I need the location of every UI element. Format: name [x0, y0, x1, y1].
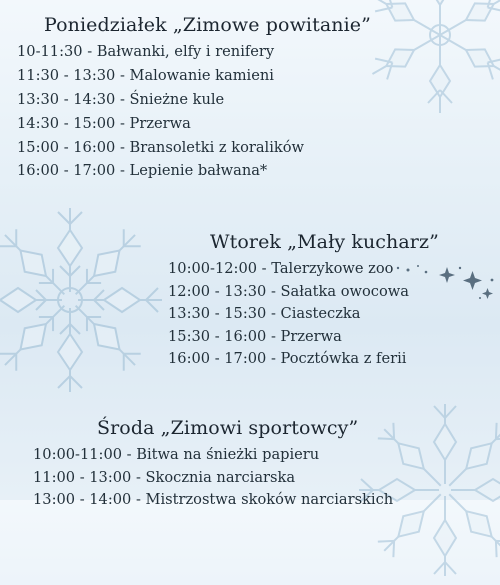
schedule-item: 15:00 - 16:00 - Bransoletki z koralików [17, 139, 305, 156]
schedule-item: 13:00 - 14:00 - Mistrzostwa skoków narciarskich [33, 491, 394, 508]
tuesday-heading: Wtorek „Mały kucharz” [210, 231, 439, 253]
schedule-item: 10:00-11:00 - Bitwa na śnieżki papieru [33, 446, 320, 463]
schedule-item: 11:30 - 13:30 - Malowanie kamieni [17, 67, 274, 84]
schedule-item: 16:00 - 17:00 - Pocztówka z ferii [168, 350, 407, 367]
schedule-item: 10:00-12:00 - Talerzykowe zoo [168, 260, 394, 277]
schedule-item: 14:30 - 15:00 - Przerwa [17, 115, 191, 132]
schedule-item: 13:30 - 14:30 - Śnieżne kule [17, 91, 225, 108]
schedule-item: 15:30 - 16:00 - Przerwa [168, 328, 342, 345]
snowflake-icon [0, 200, 170, 400]
schedule-item: 10-11:30 - Bałwanki, elfy i renifery [17, 43, 275, 60]
snowflake-icon [355, 0, 500, 120]
schedule-item: 13:30 - 15:30 - Ciasteczka [168, 305, 361, 322]
monday-heading: Poniedziałek „Zimowe powitanie” [44, 14, 371, 36]
schedule-item: 11:00 - 13:00 - Skocznia narciarska [33, 469, 296, 486]
schedule-item: 12:00 - 13:30 - Sałatka owocowa [168, 283, 409, 300]
schedule-item: 16:00 - 17:00 - Lepienie bałwana* [17, 162, 268, 179]
snowflake-icon [350, 395, 500, 585]
wednesday-heading: Środa „Zimowi sportowcy” [97, 417, 359, 439]
